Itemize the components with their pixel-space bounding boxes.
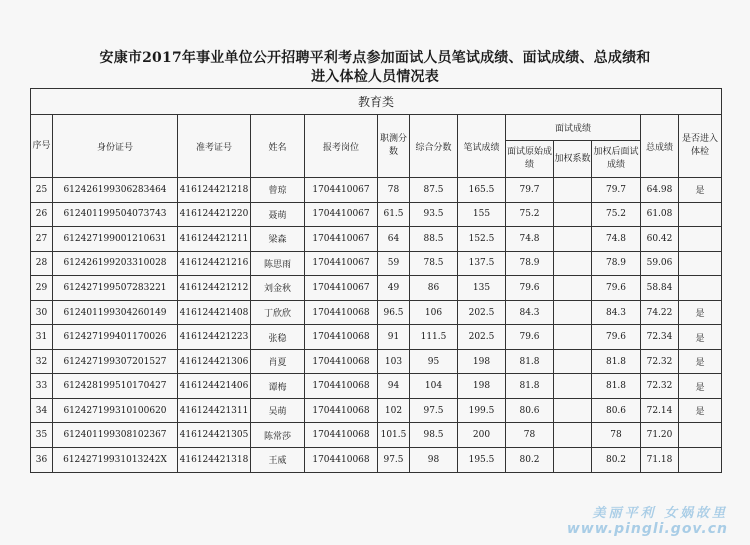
cell-seq: 30 bbox=[31, 300, 53, 325]
table-row bbox=[31, 178, 722, 203]
cell-name: 吴萌 bbox=[251, 398, 305, 423]
cell-id-number: 61242719931013242X bbox=[53, 448, 178, 473]
cell-written-score: 195.5 bbox=[458, 448, 506, 473]
col-header-seq: 序号 bbox=[31, 115, 53, 178]
cell-ability-score: 61.5 bbox=[378, 202, 410, 227]
cell-ticket: 416124421212 bbox=[178, 276, 251, 301]
col-header-ability-score: 职测分数 bbox=[378, 115, 410, 178]
cell-total-score: 59.06 bbox=[641, 251, 679, 276]
cell-written-score: 152.5 bbox=[458, 227, 506, 252]
cell-name: 肖夏 bbox=[251, 349, 305, 374]
cell-comprehensive-score: 106 bbox=[410, 300, 458, 325]
cell-ticket: 416124421311 bbox=[178, 398, 251, 423]
col-header-physical-exam: 是否进入体检 bbox=[679, 115, 722, 178]
cell-interview-weighted: 78 bbox=[592, 423, 641, 448]
cell-physical-exam: 是 bbox=[679, 398, 722, 423]
watermark-slogan: 美丽平利 女娲故里 bbox=[592, 506, 728, 521]
document-title-line-1: 安康市2017年事业单位公开招聘平利考点参加面试人员笔试成绩、面试成绩、总成绩和 bbox=[99, 50, 651, 66]
cell-weight-factor bbox=[554, 227, 592, 252]
cell-interview-raw: 79.6 bbox=[506, 276, 554, 301]
cell-physical-exam bbox=[679, 251, 722, 276]
cell-weight-factor bbox=[554, 276, 592, 301]
document-title-line-2: 进入体检人员情况表 bbox=[311, 69, 439, 85]
col-header-post: 报考岗位 bbox=[305, 115, 378, 178]
cell-id-number: 612427199507283221 bbox=[53, 276, 178, 301]
results-table bbox=[30, 88, 722, 473]
cell-id-number: 612401199308102367 bbox=[53, 423, 178, 448]
cell-post: 1704410068 bbox=[305, 423, 378, 448]
cell-physical-exam: 是 bbox=[679, 349, 722, 374]
cell-post: 1704410068 bbox=[305, 374, 378, 399]
cell-id-number: 612427199310100620 bbox=[53, 398, 178, 423]
table-row bbox=[31, 448, 722, 473]
col-header-name: 姓名 bbox=[251, 115, 305, 178]
cell-interview-raw: 81.8 bbox=[506, 349, 554, 374]
cell-physical-exam: 是 bbox=[679, 178, 722, 203]
cell-comprehensive-score: 87.5 bbox=[410, 178, 458, 203]
cell-interview-raw: 79.6 bbox=[506, 325, 554, 350]
cell-ability-score: 102 bbox=[378, 398, 410, 423]
cell-seq: 31 bbox=[31, 325, 53, 350]
site-watermark bbox=[567, 502, 728, 537]
cell-ticket: 416124421318 bbox=[178, 448, 251, 473]
col-header-interview-group: 面试成绩 bbox=[506, 115, 641, 141]
cell-post: 1704410067 bbox=[305, 227, 378, 252]
cell-written-score: 200 bbox=[458, 423, 506, 448]
cell-weight-factor bbox=[554, 448, 592, 473]
cell-written-score: 135 bbox=[458, 276, 506, 301]
cell-ticket: 416124421306 bbox=[178, 349, 251, 374]
cell-total-score: 74.22 bbox=[641, 300, 679, 325]
watermark-url: www.pingli.gov.cn bbox=[566, 521, 728, 537]
cell-comprehensive-score: 104 bbox=[410, 374, 458, 399]
category-header: 教育类 bbox=[31, 89, 722, 115]
cell-name: 聂萌 bbox=[251, 202, 305, 227]
cell-interview-raw: 78 bbox=[506, 423, 554, 448]
table-row bbox=[31, 398, 722, 423]
cell-seq: 33 bbox=[31, 374, 53, 399]
cell-comprehensive-score: 95 bbox=[410, 349, 458, 374]
cell-name: 王威 bbox=[251, 448, 305, 473]
cell-interview-weighted: 80.6 bbox=[592, 398, 641, 423]
cell-physical-exam: 是 bbox=[679, 325, 722, 350]
cell-total-score: 61.08 bbox=[641, 202, 679, 227]
cell-written-score: 165.5 bbox=[458, 178, 506, 203]
cell-ability-score: 103 bbox=[378, 349, 410, 374]
cell-ability-score: 94 bbox=[378, 374, 410, 399]
col-header-comprehensive-score: 综合分数 bbox=[410, 115, 458, 178]
cell-seq: 28 bbox=[31, 251, 53, 276]
col-header-total-score: 总成绩 bbox=[641, 115, 679, 178]
cell-ability-score: 64 bbox=[378, 227, 410, 252]
table-row bbox=[31, 349, 722, 374]
cell-interview-weighted: 75.2 bbox=[592, 202, 641, 227]
cell-physical-exam bbox=[679, 448, 722, 473]
cell-weight-factor bbox=[554, 202, 592, 227]
cell-weight-factor bbox=[554, 178, 592, 203]
cell-id-number: 612426199203310028 bbox=[53, 251, 178, 276]
cell-name: 谭梅 bbox=[251, 374, 305, 399]
cell-total-score: 71.18 bbox=[641, 448, 679, 473]
cell-seq: 32 bbox=[31, 349, 53, 374]
cell-total-score: 60.42 bbox=[641, 227, 679, 252]
col-header-ticket: 准考证号 bbox=[178, 115, 251, 178]
cell-total-score: 72.32 bbox=[641, 374, 679, 399]
cell-seq: 27 bbox=[31, 227, 53, 252]
cell-ability-score: 49 bbox=[378, 276, 410, 301]
cell-comprehensive-score: 97.5 bbox=[410, 398, 458, 423]
cell-comprehensive-score: 98.5 bbox=[410, 423, 458, 448]
cell-post: 1704410068 bbox=[305, 325, 378, 350]
table-row bbox=[31, 374, 722, 399]
cell-post: 1704410067 bbox=[305, 178, 378, 203]
table-row bbox=[31, 300, 722, 325]
cell-interview-weighted: 78.9 bbox=[592, 251, 641, 276]
cell-ticket: 416124421406 bbox=[178, 374, 251, 399]
cell-total-score: 72.34 bbox=[641, 325, 679, 350]
cell-interview-weighted: 79.6 bbox=[592, 276, 641, 301]
cell-interview-raw: 84.3 bbox=[506, 300, 554, 325]
cell-ticket: 416124421220 bbox=[178, 202, 251, 227]
cell-interview-raw: 79.7 bbox=[506, 178, 554, 203]
cell-weight-factor bbox=[554, 374, 592, 399]
cell-ability-score: 96.5 bbox=[378, 300, 410, 325]
cell-total-score: 64.98 bbox=[641, 178, 679, 203]
cell-interview-weighted: 81.8 bbox=[592, 374, 641, 399]
cell-name: 陈思雨 bbox=[251, 251, 305, 276]
cell-weight-factor bbox=[554, 398, 592, 423]
cell-physical-exam bbox=[679, 202, 722, 227]
cell-seq: 25 bbox=[31, 178, 53, 203]
cell-interview-weighted: 74.8 bbox=[592, 227, 641, 252]
cell-id-number: 612428199510170427 bbox=[53, 374, 178, 399]
cell-weight-factor bbox=[554, 251, 592, 276]
cell-written-score: 198 bbox=[458, 374, 506, 399]
cell-id-number: 612427199001210631 bbox=[53, 227, 178, 252]
col-header-interview-weighted: 加权后面试成绩 bbox=[592, 141, 641, 178]
cell-seq: 34 bbox=[31, 398, 53, 423]
cell-post: 1704410067 bbox=[305, 202, 378, 227]
cell-id-number: 612401199304260149 bbox=[53, 300, 178, 325]
cell-comprehensive-score: 98 bbox=[410, 448, 458, 473]
cell-interview-weighted: 81.8 bbox=[592, 349, 641, 374]
cell-ability-score: 59 bbox=[378, 251, 410, 276]
cell-interview-weighted: 79.6 bbox=[592, 325, 641, 350]
cell-name: 丁欣欣 bbox=[251, 300, 305, 325]
cell-name: 梁森 bbox=[251, 227, 305, 252]
cell-name: 陈常莎 bbox=[251, 423, 305, 448]
cell-ability-score: 78 bbox=[378, 178, 410, 203]
cell-ticket: 416124421305 bbox=[178, 423, 251, 448]
table-row bbox=[31, 251, 722, 276]
cell-interview-weighted: 80.2 bbox=[592, 448, 641, 473]
cell-id-number: 612401199504073743 bbox=[53, 202, 178, 227]
col-header-interview-raw: 面试原始成绩 bbox=[506, 141, 554, 178]
col-header-written-score: 笔试成绩 bbox=[458, 115, 506, 178]
cell-name: 曾琼 bbox=[251, 178, 305, 203]
table-row bbox=[31, 276, 722, 301]
cell-comprehensive-score: 88.5 bbox=[410, 227, 458, 252]
cell-interview-weighted: 79.7 bbox=[592, 178, 641, 203]
cell-ability-score: 91 bbox=[378, 325, 410, 350]
cell-physical-exam bbox=[679, 276, 722, 301]
cell-weight-factor bbox=[554, 325, 592, 350]
cell-seq: 36 bbox=[31, 448, 53, 473]
cell-total-score: 72.32 bbox=[641, 349, 679, 374]
cell-comprehensive-score: 93.5 bbox=[410, 202, 458, 227]
cell-physical-exam: 是 bbox=[679, 374, 722, 399]
cell-physical-exam bbox=[679, 423, 722, 448]
cell-interview-raw: 80.6 bbox=[506, 398, 554, 423]
cell-weight-factor bbox=[554, 300, 592, 325]
cell-total-score: 72.14 bbox=[641, 398, 679, 423]
cell-weight-factor bbox=[554, 349, 592, 374]
table-row bbox=[31, 325, 722, 350]
cell-seq: 26 bbox=[31, 202, 53, 227]
cell-ticket: 416124421408 bbox=[178, 300, 251, 325]
cell-interview-weighted: 84.3 bbox=[592, 300, 641, 325]
cell-name: 张稳 bbox=[251, 325, 305, 350]
cell-interview-raw: 74.8 bbox=[506, 227, 554, 252]
cell-name: 刘金秋 bbox=[251, 276, 305, 301]
cell-post: 1704410068 bbox=[305, 349, 378, 374]
cell-written-score: 137.5 bbox=[458, 251, 506, 276]
cell-ability-score: 101.5 bbox=[378, 423, 410, 448]
cell-post: 1704410068 bbox=[305, 300, 378, 325]
cell-post: 1704410067 bbox=[305, 251, 378, 276]
cell-weight-factor bbox=[554, 423, 592, 448]
cell-id-number: 612426199306283464 bbox=[53, 178, 178, 203]
cell-interview-raw: 78.9 bbox=[506, 251, 554, 276]
cell-interview-raw: 80.2 bbox=[506, 448, 554, 473]
cell-written-score: 198 bbox=[458, 349, 506, 374]
cell-physical-exam: 是 bbox=[679, 300, 722, 325]
cell-ticket: 416124421211 bbox=[178, 227, 251, 252]
cell-interview-raw: 81.8 bbox=[506, 374, 554, 399]
cell-written-score: 155 bbox=[458, 202, 506, 227]
col-header-id-number: 身份证号 bbox=[53, 115, 178, 178]
cell-seq: 35 bbox=[31, 423, 53, 448]
table-row bbox=[31, 227, 722, 252]
cell-written-score: 202.5 bbox=[458, 300, 506, 325]
cell-ticket: 416124421218 bbox=[178, 178, 251, 203]
cell-comprehensive-score: 111.5 bbox=[410, 325, 458, 350]
cell-interview-raw: 75.2 bbox=[506, 202, 554, 227]
cell-post: 1704410068 bbox=[305, 448, 378, 473]
table-row bbox=[31, 423, 722, 448]
cell-total-score: 71.20 bbox=[641, 423, 679, 448]
cell-comprehensive-score: 78.5 bbox=[410, 251, 458, 276]
cell-id-number: 612427199307201527 bbox=[53, 349, 178, 374]
cell-comprehensive-score: 86 bbox=[410, 276, 458, 301]
cell-post: 1704410068 bbox=[305, 398, 378, 423]
cell-total-score: 58.84 bbox=[641, 276, 679, 301]
cell-seq: 29 bbox=[31, 276, 53, 301]
cell-physical-exam bbox=[679, 227, 722, 252]
cell-id-number: 612427199401170026 bbox=[53, 325, 178, 350]
table-row bbox=[31, 202, 722, 227]
cell-ticket: 416124421216 bbox=[178, 251, 251, 276]
cell-written-score: 199.5 bbox=[458, 398, 506, 423]
cell-written-score: 202.5 bbox=[458, 325, 506, 350]
cell-ability-score: 97.5 bbox=[378, 448, 410, 473]
col-header-weight-factor: 加权系数 bbox=[554, 141, 592, 178]
cell-post: 1704410067 bbox=[305, 276, 378, 301]
cell-ticket: 416124421223 bbox=[178, 325, 251, 350]
